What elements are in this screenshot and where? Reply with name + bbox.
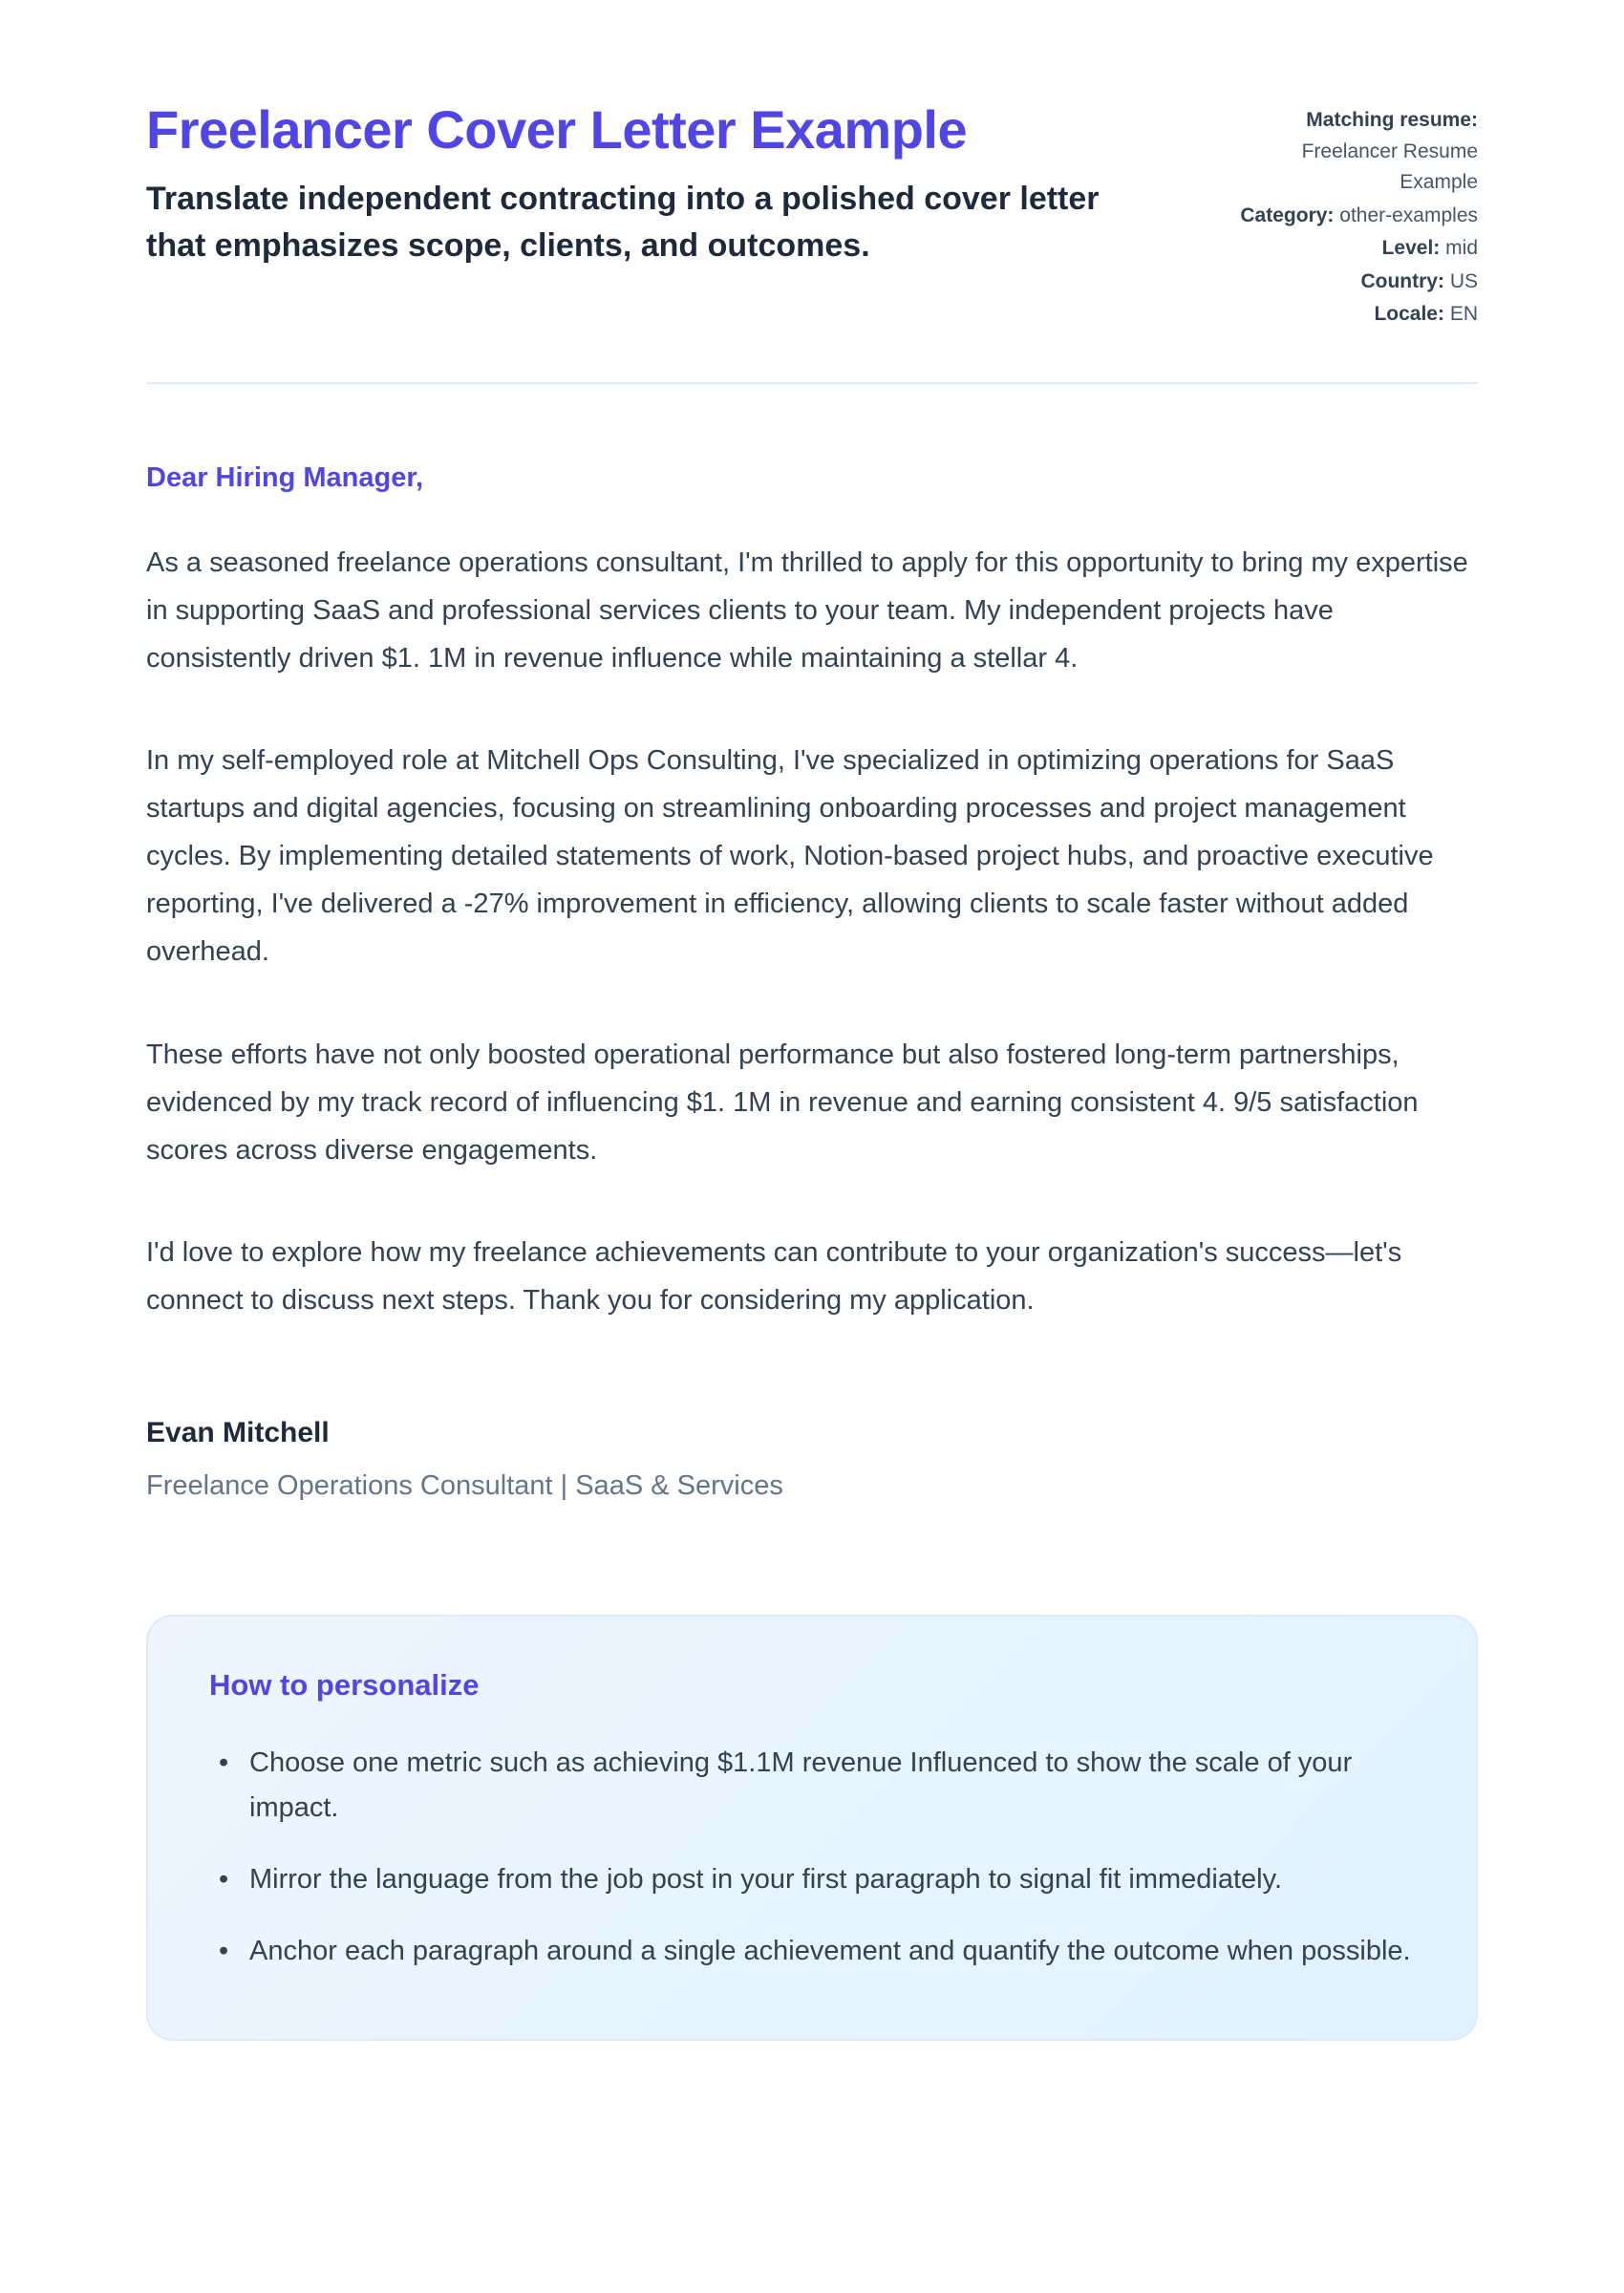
meta-value: mid (1445, 237, 1478, 260)
page-header (146, 99, 1478, 332)
meta-label: Matching resume: (1306, 109, 1478, 131)
signature-name: Evan Mitchell (146, 1417, 330, 1449)
letter-paragraph: I'd love to explore how my freelance achievements can contribute to your organization's success—let's connect to discuss next steps. Thank you for considering my application. (146, 1237, 1402, 1317)
meta-label: Category: (1240, 204, 1335, 226)
list-item: • Anchor each paragraph around a single achievement and quantify the outcome when possible. (209, 1929, 1415, 1974)
letter-paragraph: These efforts have not only boosted operational performance but also fostered long-term partnerships, evidenced by my track record of influencing $1. 1M in revenue and earning consistent 4. 9/5 satisfaction scores across diverse engagements. (146, 1039, 1419, 1166)
page-title: Freelancer Cover Letter Example (146, 99, 968, 160)
letter-paragraph: In my self-employed role at Mitchell Ops Consulting, I've specialized in optimizing operations for SaaS startups and digital agencies, focusing on streamlining onboarding processes and project management cycles. By implementing detailed statements of work, Notion-based project hubs, and proactive executive reporting, I've delivered a -27% improvement in efficiency, allowing clients to scale faster without added overhead. (146, 745, 1434, 967)
meta-locale (1220, 299, 1478, 331)
header-divider (146, 382, 1478, 384)
personalize-card (146, 1615, 1478, 2041)
personalize-tips-list (209, 1741, 1415, 1974)
page-subtitle: Translate independent contracting into a polished cover letter that emphasizes scope, clients, and outcomes. (146, 181, 1100, 264)
letter-greeting: Dear Hiring Manager, (146, 461, 424, 493)
meta-value: EN (1449, 303, 1478, 326)
meta-value: Freelancer Resume Example (1301, 139, 1478, 194)
personalize-card-heading: How to personalize (209, 1668, 480, 1703)
list-item: • Choose one metric such as achieving $1.1M revenue Influenced to show the scale of your impact. (209, 1741, 1415, 1831)
header-title-block (146, 99, 1101, 268)
meta-category (1220, 201, 1478, 232)
resume-meta-block (1220, 99, 1478, 332)
meta-label: Level: (1381, 237, 1441, 260)
signature-block (146, 1417, 1478, 1502)
meta-level (1220, 233, 1478, 265)
cover-letter-body (146, 462, 1478, 1502)
meta-label: Country: (1360, 269, 1444, 292)
meta-label: Locale: (1374, 303, 1444, 326)
meta-matching-resume (1220, 105, 1478, 199)
list-item: • Mirror the language from the job post in your first paragraph to signal fit immediately. (209, 1857, 1415, 1902)
meta-value: US (1449, 269, 1478, 292)
meta-value: other-examples (1339, 204, 1478, 226)
signature-title: Freelance Operations Consultant | SaaS & Services (146, 1470, 783, 1502)
letter-paragraph: As a seasoned freelance operations consultant, I'm thrilled to apply for this opportunity to bring my expertise in supporting SaaS and professional services clients to your team. My independent projects have consistently driven $1. 1M in revenue influence while maintaining a stellar 4. (146, 546, 1468, 674)
meta-country (1220, 267, 1478, 298)
